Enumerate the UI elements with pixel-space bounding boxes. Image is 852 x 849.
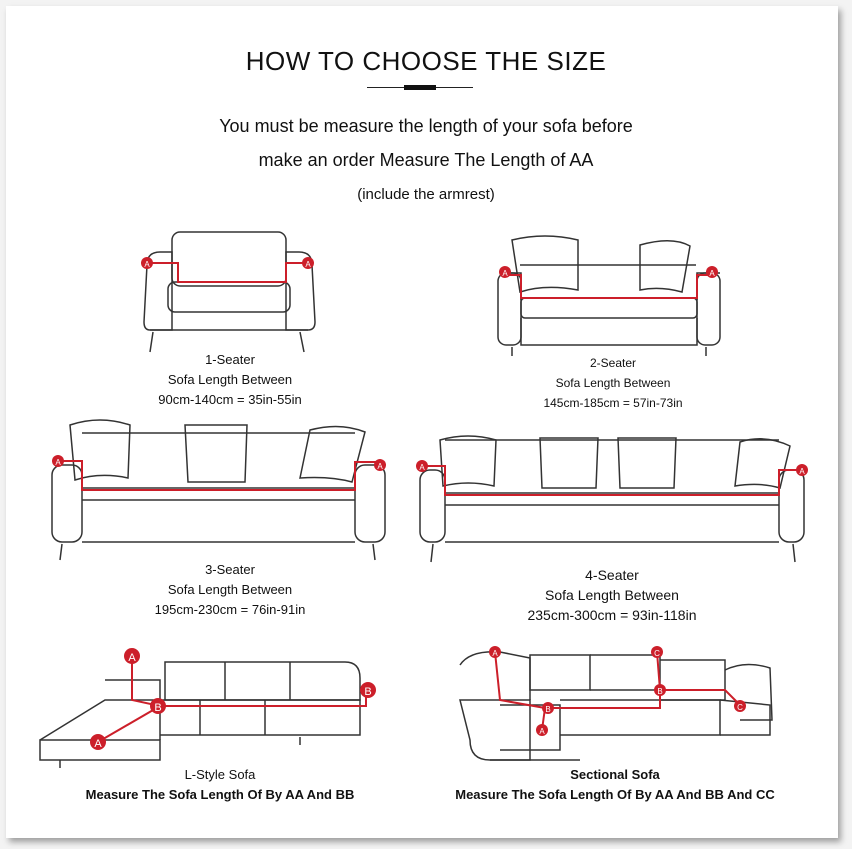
four-seater-caption (497, 565, 727, 625)
four-seater-sofa-drawing (420, 436, 804, 562)
svg-text:A: A (377, 462, 383, 471)
svg-text:B: B (545, 705, 551, 714)
sectional-name: Sectional Sofa (570, 767, 660, 782)
sectional-note: Measure The Sofa Length Of By AA And BB And CC (455, 787, 775, 802)
one-seater-sofa-drawing (144, 232, 315, 352)
instruction-line-1: You must be measure the length of your sofa before (219, 116, 633, 136)
measurement-lines (58, 263, 802, 742)
sectional-sofa-drawing (460, 652, 772, 760)
three-seater-caption (120, 560, 340, 620)
marker-b-icon (654, 684, 666, 696)
svg-text:A: A (305, 260, 311, 269)
sofa-range: 235cm-300cm = 93in-118in (527, 607, 697, 623)
marker-a-icon (489, 646, 501, 658)
svg-text:A: A (799, 467, 805, 476)
marker-a-icon (124, 648, 140, 664)
svg-text:A: A (55, 458, 61, 467)
svg-text:A: A (94, 738, 102, 750)
sectional-caption (430, 765, 800, 805)
sofa-name: 1-Seater (205, 352, 255, 367)
svg-text:B: B (154, 702, 162, 714)
marker-a-icon (141, 257, 153, 269)
l-style-sofa-drawing (40, 662, 360, 768)
sofa-name: 4-Seater (585, 567, 639, 583)
l-style-name: L-Style Sofa (184, 767, 256, 782)
l-style-note: Measure The Sofa Length Of By AA And BB (85, 787, 355, 802)
marker-a-icon (52, 455, 64, 467)
svg-text:A: A (492, 649, 498, 658)
sofa-range: 145cm-185cm = 57in-73in (543, 396, 683, 410)
instruction-line-3: (include the armrest) (357, 186, 495, 203)
svg-text:C: C (737, 703, 743, 712)
marker-a-icon (416, 460, 428, 472)
marker-a-icon (706, 266, 718, 278)
svg-text:A: A (539, 727, 545, 736)
two-seater-caption (513, 353, 713, 413)
svg-text:A: A (709, 269, 715, 278)
sofa-subtitle: Sofa Length Between (545, 587, 679, 603)
marker-c-icon (651, 646, 663, 658)
marker-a-icon (796, 464, 808, 476)
sofa-range: 195cm-230cm = 76in-91in (154, 602, 306, 617)
l-style-caption (50, 765, 390, 805)
marker-b-icon (150, 698, 166, 714)
marker-a-icon (90, 734, 106, 750)
two-seater-sofa-drawing (498, 236, 720, 356)
marker-a-icon (536, 724, 548, 736)
marker-b-icon (360, 682, 376, 698)
page-title: HOW TO CHOOSE THE SIZE (245, 46, 607, 76)
sofa-subtitle: Sofa Length Between (167, 582, 293, 597)
one-seater-caption (130, 350, 330, 410)
sofa-name: 2-Seater (589, 356, 637, 370)
sofa-range: 90cm-140cm = 35in-55in (158, 392, 302, 407)
marker-c-icon (734, 700, 746, 712)
sofa-name: 3-Seater (205, 562, 255, 577)
marker-b-icon (542, 702, 554, 714)
sofa-subtitle: Sofa Length Between (167, 372, 293, 387)
svg-text:C: C (654, 649, 660, 658)
svg-text:A: A (419, 463, 425, 472)
marker-a-icon (374, 459, 386, 471)
sofa-subtitle: Sofa Length Between (555, 376, 671, 390)
marker-a-icon (499, 266, 511, 278)
svg-text:A: A (144, 260, 150, 269)
svg-text:B: B (657, 687, 663, 696)
marker-a-icon (302, 257, 314, 269)
svg-text:A: A (128, 652, 136, 664)
svg-text:B: B (364, 686, 372, 698)
svg-text:A: A (502, 269, 508, 278)
instruction-line-2: make an order Measure The Length of AA (258, 150, 594, 170)
